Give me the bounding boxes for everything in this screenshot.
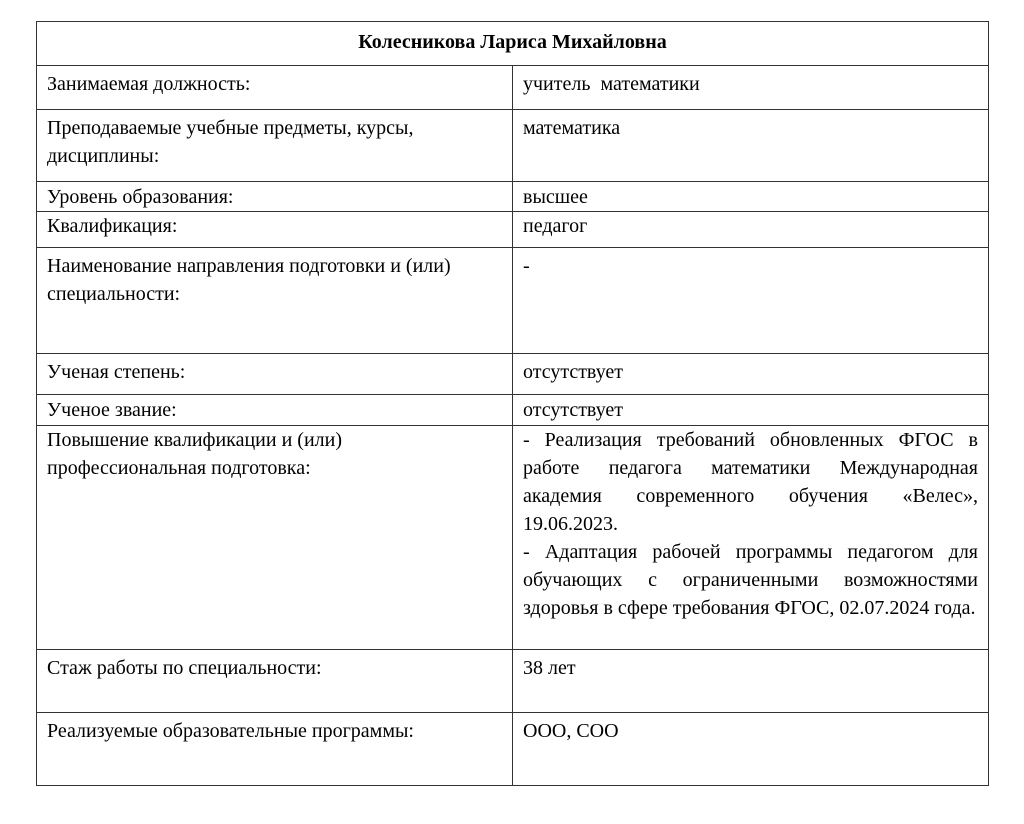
row-value: отсутствует [513,354,989,395]
row-label: Уровень образования: [37,182,513,212]
teacher-info-table [36,21,989,786]
row-label: Повышение квалификации и (или) профессиональная подготовка: [37,426,513,650]
row-label: Ученая степень: [37,354,513,395]
row-label: Реализуемые образовательные программы: [37,713,513,786]
row-value: педагог [513,212,989,248]
table-row [37,426,989,650]
table-row [37,650,989,713]
teacher-name: Колесникова Лариса Михайловна [37,22,989,66]
table-row [37,110,989,182]
row-label: Ученое звание: [37,395,513,426]
row-value: 38 лет [513,650,989,713]
table-row [37,713,989,786]
row-value: высшее [513,182,989,212]
row-value: - [513,248,989,354]
row-value [513,426,989,650]
table-row [37,66,989,110]
row-label: Стаж работы по специальности: [37,650,513,713]
row-label: Преподаваемые учебные предметы, курсы, дисциплины: [37,110,513,182]
row-label: Занимаемая должность: [37,66,513,110]
qualification-course: - Адаптация рабочей программы педагогом для обучающих с ограниченными возможностями здоровья в сфере требования ФГОС, 02.07.2024 года. [523,541,978,619]
row-label: Квалификация: [37,212,513,248]
row-label: Наименование направления подготовки и (или) специальности: [37,248,513,354]
table-row [37,354,989,395]
table-row [37,395,989,426]
qualification-course: - Реализация требований обновленных ФГОС в работе педагога математики Международная академия современного обучения «Велес», 19.06.2023. [523,429,978,535]
row-value: математика [513,110,989,182]
row-value: ООО, СОО [513,713,989,786]
table-row [37,182,989,212]
table-row [37,212,989,248]
row-value: учитель математики [513,66,989,110]
row-value: отсутствует [513,395,989,426]
table-row [37,248,989,354]
